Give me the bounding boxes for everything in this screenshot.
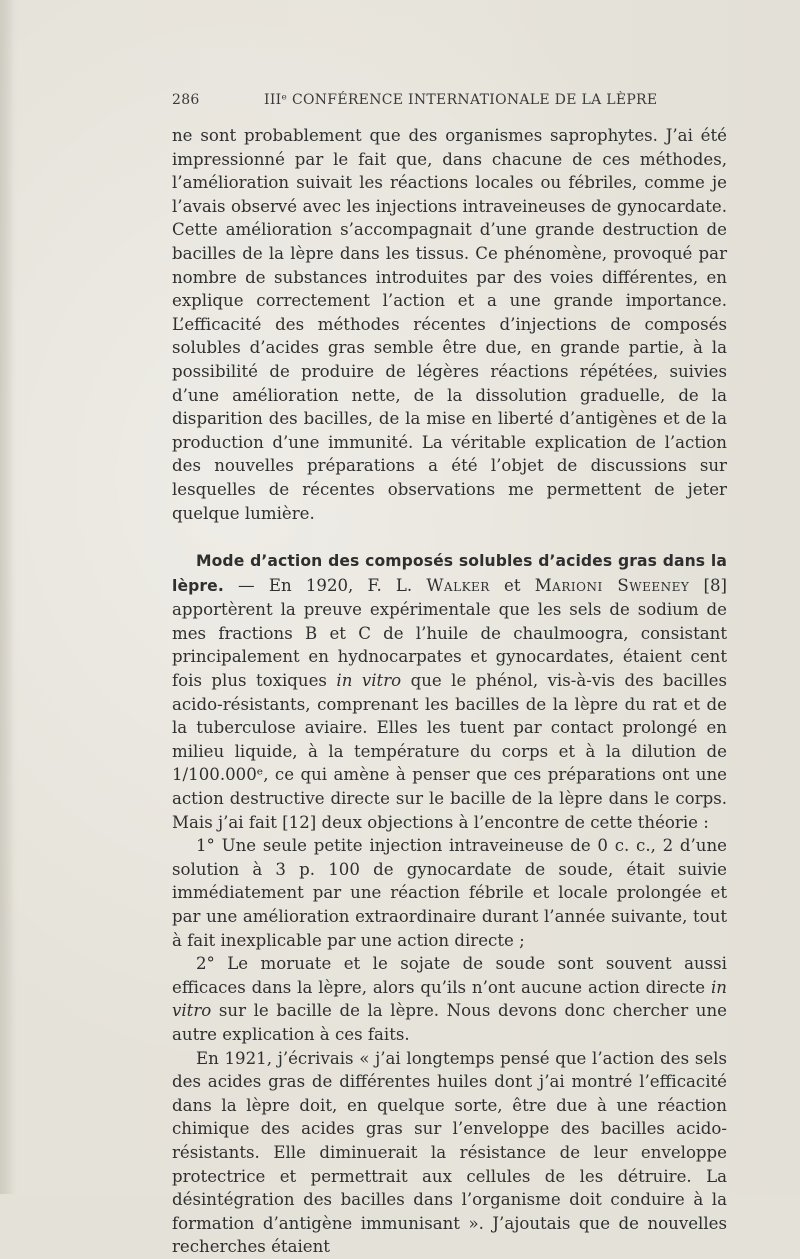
page-edge-shadow (0, 0, 14, 1194)
paragraph-2-rest-b: que le phénol, vis-à-vis des bacilles acido-résistants, comprenant les bacilles de la lèpre du rat et de la tuberculose aviaire. Elles les tuent par contact prolongé en milieu liquide, à la température du corps et à la dilution de 1/100.000ᵉ, ce qui amène à penser que ces préparations ont une action destructive directe sur le bacille de la lèpre dans le corps. Mais j’ai fait [12] deux objections à l’encontre de cette théorie : (172, 671, 727, 832)
in-vitro-italic-2: in vitro (172, 977, 727, 1021)
paragraph-2-rest-a: [8] apportèrent la preuve expérimentale que les sels de sodium de mes fractions B et C de l’huile de chaulmoogra, consistant principalement en hydnocarpates et gynocardates, étaient cent fois plus toxiques (172, 575, 727, 691)
body-text (172, 124, 727, 1259)
paragraph-2 (172, 549, 727, 834)
paragraph-2-start: En 1920, F. L. (268, 575, 427, 595)
author-sweeney: Marioni Sweeney (534, 575, 690, 595)
paragraph-1: ne sont probablement que des organismes saprophytes. J’ai été impressionné par le fait que, dans chacune de ces méthodes, l’amélioration suivait les réactions locales ou fébriles, comme je l’avais observé avec les injections intraveineuses de gynocardate. Cette amélioration s’accompagnait d’une grande destruction de bacilles de la lèpre dans les tissus. Ce phénomène, provoqué par nombre de substances introduites par des voies différentes, en explique correctement l’action et a une grande importance. L’efficacité des méthodes récentes d’injections de composés solubles d’acides gras semble être due, en grande partie, à la possibilité de produire de légères réactions répétées, suivies d’une amélioration nette, de la dissolution graduelle, de la disparition des bacilles, de la mise en liberté d’antigènes et de la production d’une immunité. La véritable explication de l’action des nouvelles préparations a été l’objet de discussions sur lesquelles de récentes observations me permettent de jeter quelque lumière. (172, 126, 727, 523)
page-number: 286 (172, 92, 200, 108)
paragraph-3: 1° Une seule petite injection intraveineuse de 0 c. c., 2 d’une solution à 3 p. 100 de gynocardate de soude, était suivie immédiatement par une réaction fébrile et locale prolongée et par une amélioration extraordinaire durant l’année suivante, tout à fait inexplicable par une action directe ; (172, 836, 727, 950)
paragraph-4-a: 2° Le moruate et le sojate de soude sont souvent aussi efficaces dans la lèpre, alors qu’ils n’ont aucune action directe (172, 954, 727, 997)
paragraph-4 (172, 952, 727, 1046)
section-heading: Mode d’action des composés solubles d’acides gras dans la lèpre. (172, 552, 727, 595)
heading-dash: — (223, 575, 269, 595)
in-vitro-italic-1: in vitro (336, 671, 402, 691)
running-header (172, 92, 658, 114)
running-title: IIIᵉ CONFÉRENCE INTERNATIONALE DE LA LÈPRE (264, 92, 658, 108)
paragraph-5: En 1921, j’écrivais « j’ai longtemps pensé que l’action des sels des acides gras de différentes huiles dont j’ai montré l’efficacité dans la lèpre doit, en quelque sorte, être due à une réaction chimique des acides gras sur l’enveloppe des bacilles acido-résistants. Elle diminuerait la résistance de leur enveloppe protectrice et permettrait aux cellules de les détruire. La désintégration des bacilles dans l’organisme doit conduire à la formation d’antigène immunisant ». J’ajoutais que de nouvelles recherches étaient (172, 1048, 727, 1257)
author-walker: Walker (426, 575, 490, 595)
paragraph-2-and: et (489, 575, 535, 595)
paragraph-4-b: sur le bacille de la lèpre. Nous devons donc chercher une autre explication à ces faits. (172, 1001, 727, 1044)
